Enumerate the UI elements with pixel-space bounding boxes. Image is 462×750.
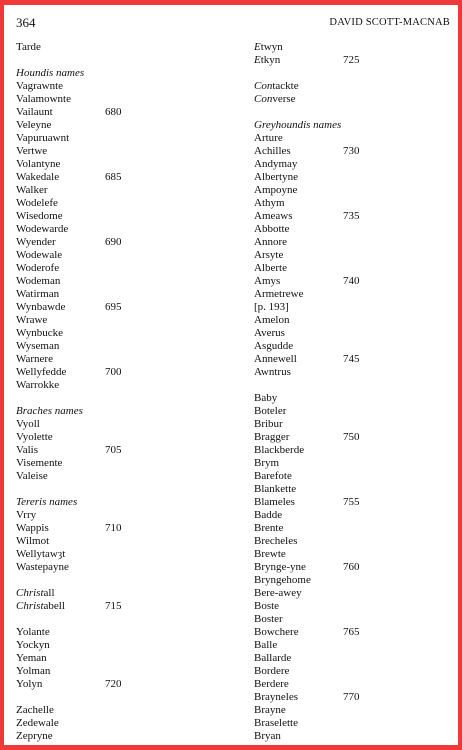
- entry-text: Abbotte: [254, 223, 290, 235]
- name-entry: [16, 145, 226, 158]
- entry-text: Tarde: [16, 41, 41, 53]
- entry-text: Zepryne: [16, 730, 53, 742]
- entry-text: Bowchere: [254, 626, 299, 638]
- name-entry: [254, 340, 454, 353]
- entry-text: Achilles: [254, 145, 291, 157]
- name-entry: [16, 210, 226, 223]
- line-number: 690: [105, 236, 122, 248]
- name-entry: [16, 236, 226, 249]
- name-entry: [254, 704, 454, 717]
- name-entry: [16, 301, 226, 314]
- name-entry: [16, 626, 226, 639]
- entry-text: Athym: [254, 197, 285, 209]
- name-entry: [16, 288, 226, 301]
- name-entry: [16, 678, 226, 691]
- entry-text: Yolman: [16, 665, 51, 677]
- name-entry: [254, 444, 454, 457]
- entry-text: Balle: [254, 639, 278, 651]
- entry-text: Vrry: [16, 509, 37, 521]
- name-entry: [254, 535, 454, 548]
- entry-text: Ameaws: [254, 210, 293, 222]
- entry-text: Zachelle: [16, 704, 54, 716]
- entry-text: Wodelefe: [16, 197, 58, 209]
- entry-text: Blankette: [254, 483, 297, 495]
- name-entry: [254, 353, 454, 366]
- name-entry: [16, 418, 226, 431]
- name-entry: [16, 132, 226, 145]
- name-entry: [254, 236, 454, 249]
- name-entry: [16, 171, 226, 184]
- entry-text: Brente: [254, 522, 284, 534]
- name-entry: [254, 548, 454, 561]
- document-page: [4, 5, 458, 745]
- entry-text: Houndis names: [16, 67, 85, 79]
- line-number: 695: [105, 301, 122, 313]
- entry-text: Awntrus: [254, 366, 291, 378]
- name-entry: [16, 223, 226, 236]
- line-number: 745: [343, 353, 360, 365]
- name-entry: [16, 652, 226, 665]
- name-entry: [254, 184, 454, 197]
- entry-text: Yeman: [16, 652, 47, 664]
- name-entry: [16, 717, 226, 730]
- name-entry: [254, 613, 454, 626]
- name-prefix: E: [254, 41, 261, 53]
- line-number: 685: [105, 171, 122, 183]
- name-entry: [16, 106, 226, 119]
- entry-text: Blackberde: [254, 444, 305, 456]
- entry-text: Wrawe: [16, 314, 48, 326]
- name-entry: [254, 652, 454, 665]
- name-entry: [254, 275, 454, 288]
- name-entry: [254, 431, 454, 444]
- name-entry: [16, 522, 226, 535]
- name-entry: [16, 119, 226, 132]
- entry-text: Armetrewe: [254, 288, 304, 300]
- entry-text: Greyhoundis names: [254, 119, 342, 131]
- entry-text: Berdere: [254, 678, 289, 690]
- name-entry: [254, 509, 454, 522]
- entry-text: Barefote: [254, 470, 292, 482]
- name-entry: [16, 639, 226, 652]
- name-entry: [16, 470, 226, 483]
- name-entry: [254, 418, 454, 431]
- entry-text: Brym: [254, 457, 280, 469]
- entry-text: Walker: [16, 184, 48, 196]
- line-number: 710: [105, 522, 122, 534]
- name-rest: tkyn: [260, 54, 281, 66]
- entry-text: Wodeman: [16, 275, 61, 287]
- right-column: [254, 41, 454, 743]
- entry-text: Bragger: [254, 431, 290, 443]
- entry-text: Vapuruawnt: [16, 132, 70, 144]
- entry-text: Annore: [254, 236, 287, 248]
- entry-text: Averus: [254, 327, 285, 339]
- entry-text: Veleyne: [16, 119, 52, 131]
- name-entry: [16, 184, 226, 197]
- name-entry: [16, 600, 226, 613]
- name-entry: [254, 249, 454, 262]
- name-entry: [254, 639, 454, 652]
- entry-text: Braselette: [254, 717, 298, 729]
- entry-text: Wynbawde: [16, 301, 66, 313]
- name-entry: [16, 353, 226, 366]
- entry-text: Valeise: [16, 470, 48, 482]
- entry-text: Warrokke: [16, 379, 60, 391]
- line-number: 700: [105, 366, 122, 378]
- entry-text: Yockyn: [16, 639, 50, 651]
- entry-text: Brecheles: [254, 535, 298, 547]
- entry-text: Wyender: [16, 236, 56, 248]
- line-number: 765: [343, 626, 360, 638]
- name-entry: [254, 366, 454, 379]
- name-entry: [254, 288, 454, 301]
- name-entry: [254, 678, 454, 691]
- name-entry: [254, 314, 454, 327]
- running-head: DAVID SCOTT-MACNAB: [329, 17, 450, 28]
- page-number: 364: [16, 15, 36, 30]
- name-entry: [254, 93, 454, 106]
- entry-text: Vagrawnte: [16, 80, 64, 92]
- entry-text: Bribur: [254, 418, 283, 430]
- entry-text: Valis: [16, 444, 38, 456]
- entry-text: Bryan: [254, 730, 281, 742]
- name-entry: [254, 171, 454, 184]
- section-heading: [16, 67, 226, 80]
- blank-line: [16, 613, 226, 626]
- entry-text: Yolyn: [16, 678, 43, 690]
- section-heading: [16, 496, 226, 509]
- line-number: 725: [343, 54, 360, 66]
- name-entry: [16, 158, 226, 171]
- name-prefix: Con: [254, 80, 273, 92]
- name-entry: [16, 366, 226, 379]
- name-entry: [16, 275, 226, 288]
- entry-text: Wodewale: [16, 249, 63, 261]
- entry-text: Ampoyne: [254, 184, 298, 196]
- name-entry: [254, 457, 454, 470]
- name-entry: [254, 405, 454, 418]
- entry-text: Brynge-yne: [254, 561, 306, 573]
- entry-text: Valamownte: [16, 93, 71, 105]
- entry-text: Wilmot: [16, 535, 50, 547]
- name-entry: [254, 80, 454, 93]
- name-prefix: Con: [254, 93, 273, 105]
- name-entry: [16, 262, 226, 275]
- entry-text: Amys: [254, 275, 281, 287]
- entry-text: Asgudde: [254, 340, 294, 352]
- name-entry: [16, 587, 226, 600]
- entry-text: Wakedale: [16, 171, 60, 183]
- name-entry: [16, 704, 226, 717]
- blank-line: [16, 54, 226, 67]
- name-entry: [254, 691, 454, 704]
- entry-text: Blameles: [254, 496, 295, 508]
- name-entry: [254, 223, 454, 236]
- entry-text: Volantyne: [16, 158, 61, 170]
- name-entry: [254, 158, 454, 171]
- line-number: 715: [105, 600, 122, 612]
- entry-text: Brayneles: [254, 691, 298, 703]
- entry-text: Baby: [254, 392, 278, 404]
- entry-text: Arsyte: [254, 249, 284, 261]
- name-entry: [16, 327, 226, 340]
- name-entry: [16, 665, 226, 678]
- entry-text: Annewell: [254, 353, 297, 365]
- entry-text: Brewte: [254, 548, 286, 560]
- name-entry: [254, 730, 454, 743]
- entry-text: Bere-awey: [254, 587, 302, 599]
- name-rest: verse: [272, 93, 296, 105]
- name-entry: [16, 340, 226, 353]
- entry-text: Boteler: [254, 405, 287, 417]
- name-rest: abell: [43, 600, 65, 612]
- name-rest: all: [43, 587, 55, 599]
- name-entry: [254, 197, 454, 210]
- entry-text: Visemente: [16, 457, 63, 469]
- entry-text: Boste: [254, 600, 280, 612]
- entry-text: Wisedome: [16, 210, 63, 222]
- entry-text: Ballarde: [254, 652, 292, 664]
- line-number: 760: [343, 561, 360, 573]
- name-entry: [254, 717, 454, 730]
- name-entry: [254, 210, 454, 223]
- entry-text: Vailaunt: [16, 106, 53, 118]
- name-entry: [254, 574, 454, 587]
- entry-text: [p. 193]: [254, 301, 289, 313]
- name-entry: [16, 314, 226, 327]
- name-entry: [254, 54, 454, 67]
- name-prefix: Christ: [16, 600, 44, 612]
- name-entry: [16, 561, 226, 574]
- name-entry: [254, 470, 454, 483]
- entry-text: Wyseman: [16, 340, 60, 352]
- line-number: 720: [105, 678, 122, 690]
- entry-text: Boster: [254, 613, 283, 625]
- line-number: 735: [343, 210, 360, 222]
- entry-text: Tereris names: [16, 496, 78, 508]
- entry-text: Amelon: [254, 314, 290, 326]
- name-entry: [16, 41, 226, 54]
- name-entry: [254, 262, 454, 275]
- blank-line: [254, 67, 454, 80]
- entry-text: Bryngehome: [254, 574, 311, 586]
- name-entry: [254, 522, 454, 535]
- line-number: 750: [343, 431, 360, 443]
- name-entry: [16, 444, 226, 457]
- entry-text: Wappis: [16, 522, 49, 534]
- entry-text: Brayne: [254, 704, 286, 716]
- name-entry: [254, 587, 454, 600]
- blank-line: [254, 379, 454, 392]
- entry-text: Vyoll: [16, 418, 40, 430]
- entry-text: Alberte: [254, 262, 287, 274]
- section-heading: [254, 119, 454, 132]
- name-entry: [16, 509, 226, 522]
- entry-text: Wellyfedde: [16, 366, 67, 378]
- entry-text: Wastepayne: [16, 561, 69, 573]
- blank-line: [254, 106, 454, 119]
- name-entry: [16, 93, 226, 106]
- entry-text: Vyolette: [16, 431, 53, 443]
- entry-text: Braches names: [16, 405, 83, 417]
- entry-text: Bordere: [254, 665, 290, 677]
- line-number: 705: [105, 444, 122, 456]
- blank-line: [16, 691, 226, 704]
- name-entry: [254, 483, 454, 496]
- entry-text: Woderofe: [16, 262, 60, 274]
- entry-text: Zedewale: [16, 717, 59, 729]
- entry-text: Andymay: [254, 158, 298, 170]
- name-rest: tackte: [272, 80, 299, 92]
- entry-text: Watirman: [16, 288, 60, 300]
- name-entry: [254, 301, 454, 314]
- name-entry: [254, 600, 454, 613]
- name-entry: [16, 431, 226, 444]
- entry-text: Yolante: [16, 626, 50, 638]
- name-entry: [254, 665, 454, 678]
- name-entry: [16, 535, 226, 548]
- name-entry: [254, 145, 454, 158]
- line-number: 755: [343, 496, 360, 508]
- name-entry: [16, 80, 226, 93]
- entry-text: Wynbucke: [16, 327, 63, 339]
- name-entry: [16, 249, 226, 262]
- entry-text: Badde: [254, 509, 283, 521]
- left-column: [16, 41, 226, 743]
- name-entry: [16, 197, 226, 210]
- name-entry: [16, 730, 226, 743]
- name-entry: [254, 561, 454, 574]
- name-entry: [16, 548, 226, 561]
- entry-text: Wodewarde: [16, 223, 69, 235]
- line-number: 770: [343, 691, 360, 703]
- blank-line: [16, 392, 226, 405]
- entry-text: Wellytawȝt: [16, 548, 66, 560]
- name-prefix: Christ: [16, 587, 44, 599]
- name-entry: [16, 379, 226, 392]
- name-entry: [254, 626, 454, 639]
- name-entry: [254, 496, 454, 509]
- name-entry: [16, 457, 226, 470]
- line-number: 740: [343, 275, 360, 287]
- name-entry: [254, 41, 454, 54]
- blank-line: [16, 483, 226, 496]
- blank-line: [16, 574, 226, 587]
- name-entry: [254, 132, 454, 145]
- line-number: 680: [105, 106, 122, 118]
- entry-text: Vertwe: [16, 145, 48, 157]
- name-entry: [254, 327, 454, 340]
- name-rest: twyn: [260, 41, 283, 53]
- entry-text: Warnere: [16, 353, 53, 365]
- line-number: 730: [343, 145, 360, 157]
- section-heading: [16, 405, 226, 418]
- entry-text: Albertyne: [254, 171, 298, 183]
- name-prefix: E: [254, 54, 261, 66]
- entry-text: Arture: [254, 132, 283, 144]
- name-entry: [254, 392, 454, 405]
